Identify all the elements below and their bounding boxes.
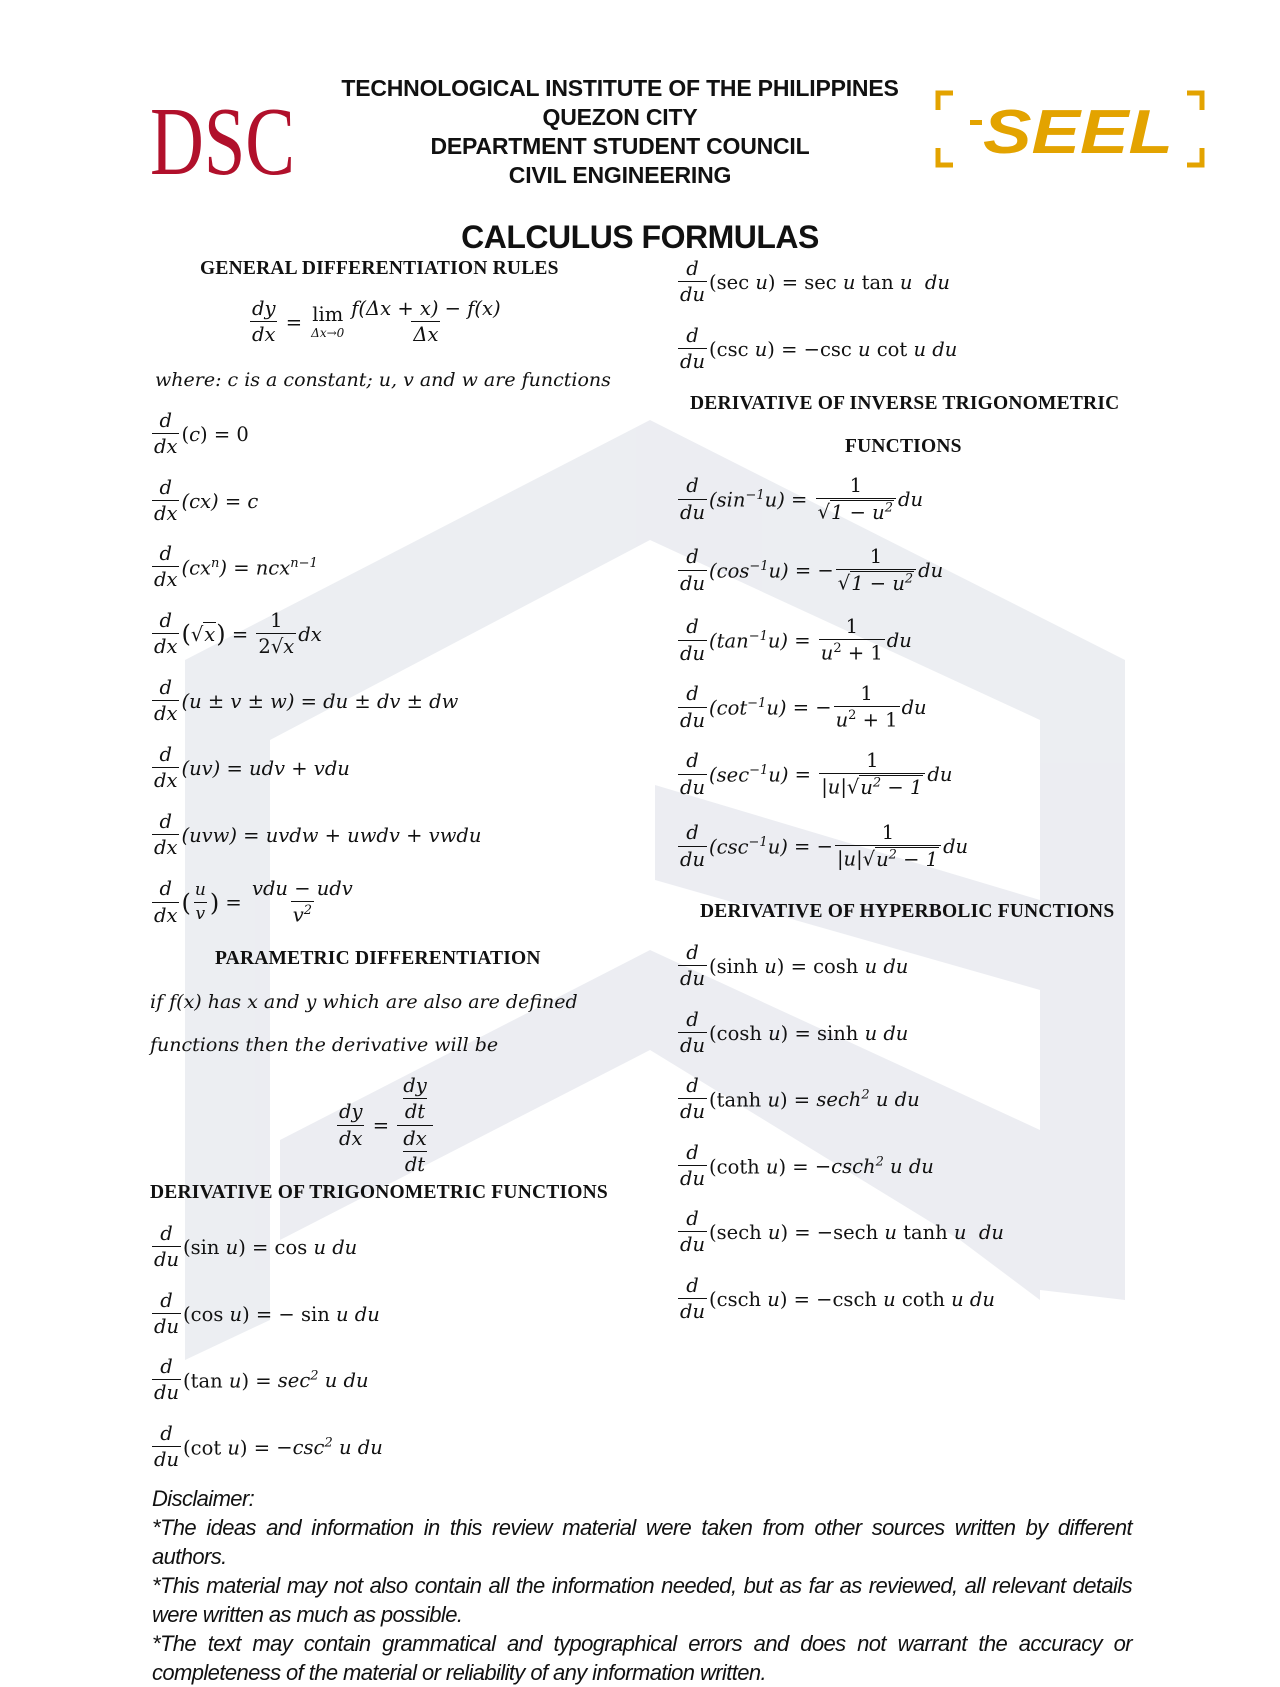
dsc-logo-text: DSC	[150, 88, 295, 196]
parametric-note-1: if f(x) has x and y which are also are defined	[150, 991, 578, 1013]
disclaimer-item: *This material may not also contain all the information needed, but as far as reviewed, all relevant details were written as much as possible.	[152, 1573, 1132, 1627]
seel-logo-text: SEEL	[983, 98, 1173, 167]
section-heading-inverse-cont: FUNCTIONS	[845, 436, 962, 457]
section-heading-trig: DERIVATIVE OF TRIGONOMETRIC FUNCTIONS	[150, 1182, 608, 1203]
formula-tanh: d du (tanh u) = sech$^2$ u du	[680, 1074, 920, 1124]
formula-sech: d du (sech u) = −sech u tanh u du	[680, 1207, 1004, 1257]
formula-limit-definition: $\frac{dy}{dx}$ = lim Δx→0 f(Δx + x) − f(x) Δx	[252, 297, 501, 347]
formula-product: d dx (uv) = udv + vdu	[154, 743, 350, 793]
formula-triple-product: d dx (uvw) = uvdw + uwdv + vwdu	[154, 810, 482, 860]
header-line: QUEZON CITY	[542, 104, 698, 130]
formula-sum: d dx (u ± v ± w) = du ± dv ± dw	[154, 676, 459, 726]
formula-csch: d du (csch u) = −csch u coth u du	[680, 1274, 995, 1324]
formula-coth: d du (coth u) = −csch$^2$ u du	[680, 1141, 934, 1191]
header-line: TECHNOLOGICAL INSTITUTE OF THE PHILIPPINES	[341, 75, 899, 101]
disclaimer-item: *The ideas and information in this review material were taken from other sources written by different authors.	[152, 1515, 1132, 1569]
formula-arcsin: d du $(\sin^{-1}u)$ = $\frac{1}{√1 - u^2}$ du	[680, 474, 924, 524]
formula-arccsc: d du $(\csc^{-1}u)$ = − $\frac{1}{|u|√u^2 - 1}$ du	[680, 821, 969, 871]
where-note: where: c is a constant; u, v and w are functions	[155, 369, 611, 391]
page-title: CALCULUS FORMULAS	[461, 219, 819, 255]
section-heading-general: GENERAL DIFFERENTIATION RULES	[200, 258, 559, 279]
disclaimer-title: Disclaimer:	[152, 1486, 255, 1511]
formula-arccos: d du $(\cos^{-1}u)$ = − $\frac{1}{√1 - u^2}$ du	[680, 545, 944, 595]
formula-tan: d du (tan $u) = \sec^2 u$ du	[154, 1355, 369, 1405]
section-heading-inverse: DERIVATIVE OF INVERSE TRIGONOMETRIC	[690, 393, 1120, 414]
institution-header	[300, 74, 940, 190]
formula-arccot: d du $(\cot^{-1}u)$ = − $\frac{1}{u^2 + 1}$ du	[680, 682, 927, 732]
formula-sinh: d du (sinh u) = cosh u du	[680, 941, 909, 991]
formula-sqrt: d dx ( √x ) = $\frac{1}{2√x}$ dx	[154, 609, 322, 659]
disclaimer-item: *The text may contain grammatical and typographical errors and does not warrant the accuracy or completeness of the material or reliability of any information written.	[152, 1631, 1132, 1685]
section-heading-hyperbolic: DERIVATIVE OF HYPERBOLIC FUNCTIONS	[700, 901, 1115, 922]
disclaimer	[152, 1484, 1132, 1687]
formula-power: d dx $(cx^n) = ncx^{n-1}$	[154, 542, 318, 592]
formula-cosh: d du (cosh u) = sinh u du	[680, 1008, 909, 1058]
formula-cot: d du (cot $u) = -\csc^2$ u du	[154, 1422, 383, 1472]
formula-sin: d du (sin u) = cos u du	[154, 1222, 358, 1272]
header-line: CIVIL ENGINEERING	[508, 162, 732, 188]
formula-arcsec: d du $(\sec^{-1}u)$ = $\frac{1}{|u|√u^2 - 1}$ du	[680, 749, 953, 799]
formula-quotient: d dx ( u v ) = vdu − udv $v^2$	[154, 877, 353, 927]
header-line: DEPARTMENT STUDENT COUNCIL	[430, 133, 810, 159]
seel-logo	[935, 90, 1210, 170]
formula-arctan: d du $(\tan^{-1}u)$ = $\frac{1}{u^2 + 1}$ du	[680, 615, 912, 665]
formula-parametric: $\frac{dy}{dx}$ = $\frac{dy}{dt}$ $\frac{dx}{dt}$	[335, 1075, 435, 1177]
dsc-logo	[150, 88, 300, 196]
section-heading-parametric: PARAMETRIC DIFFERENTIATION	[215, 948, 541, 969]
parametric-note-2: functions then the derivative will be	[150, 1034, 499, 1056]
formula-sec: d du (sec u) = sec u tan u du	[680, 257, 950, 307]
formula-constant: d dx (c) = 0	[154, 409, 249, 459]
formula-cx: d dx (cx) = c	[154, 476, 259, 526]
formula-cos: d du (cos u) = − sin u du	[154, 1289, 380, 1339]
formula-csc: d du (csc u) = −csc u cot u du	[680, 324, 958, 374]
